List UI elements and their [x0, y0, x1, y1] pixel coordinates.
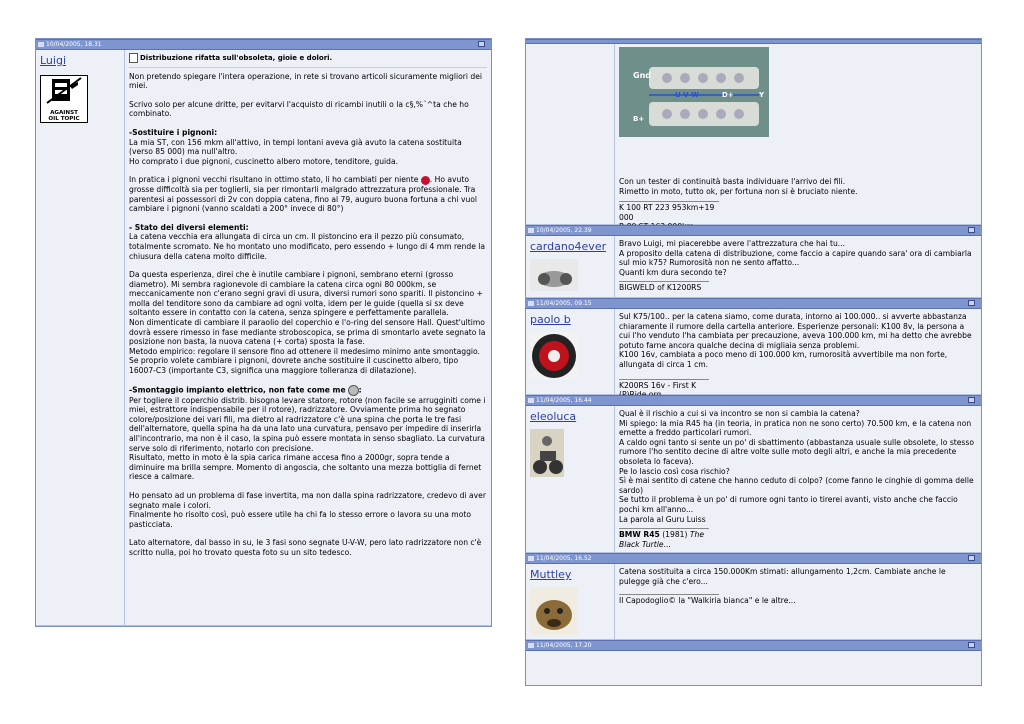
- label-uvw: U V W: [675, 91, 699, 99]
- post-date: 11/04/2005, 09.15: [536, 300, 592, 307]
- post: [36, 50, 491, 626]
- heading-colon: :: [358, 385, 362, 395]
- signature: BIGWELD of K1200RS: [619, 281, 709, 293]
- author-name-link[interactable]: paolo b: [530, 313, 571, 326]
- post-date: 10/04/2005, 18.31: [46, 41, 102, 48]
- signature-italic: The Black Turtle: [619, 530, 704, 549]
- post-link-icon[interactable]: [968, 555, 975, 561]
- post-body: [615, 309, 981, 394]
- post-link-icon[interactable]: [968, 642, 975, 648]
- paragraph: Per togliere il coperchio distrib. bisogna levare statore, rotore (non facile se arrugginiti come i miei, estrattore indispensabile per il rotore), radrizzatore. Ovviamente prima ho segnato colore/posizione dei vari fili, ma dietro al radrizzatore c'è una spina che porta le tre fasi dell'alternatore, quella spina ha da una lato una curvatura, pensavo per impedire di inserirla all'incontrario, ma non è il caso, la spina può essere montata in senso sbagliato. La curvatura serve solo di riferimento, notarlo con precisione. Risultato, metto in moto è la spia carica rimane accesa fino a 2000gr, sopra tende a diminuire ma brilla sempre. Momento di angoscia, che soltanto una mezza bottiglia di fernet riesce a calmare.: [129, 395, 486, 482]
- post-body: [125, 50, 491, 625]
- post-header-bar: [526, 298, 981, 309]
- paragraph-text: . Ho avuto grosse difficoltà sia per toglierli, sia per rimontarli malgrado attrezzatura professionale. Tra parentesi ai possessori di 2v con doppia catena, fino al 79, auguro buona fortuna a chi vuol cambiare i pignoni (vanno scaldati a 200° invece di 80°): [129, 175, 478, 214]
- paragraph-text: In pratica i pignoni vecchi risultano in ottimo stato, li ho cambiati per niente: [129, 175, 419, 185]
- author-name-link[interactable]: Luigi: [40, 54, 67, 67]
- angry-smiley-icon: [421, 176, 430, 185]
- post-icon: [528, 398, 534, 403]
- signature: K 100 RT 223 953km+19 000: [619, 201, 719, 232]
- section: [129, 385, 487, 396]
- post-date: 11/04/2005, 16.52: [536, 555, 592, 562]
- post-author-cell: [36, 50, 125, 625]
- left-thread-panel: [35, 38, 492, 627]
- post-header-bar: [526, 395, 981, 406]
- author-name-link[interactable]: eleoluca: [530, 410, 577, 423]
- post-header-bar: [526, 225, 981, 236]
- author-name-link[interactable]: Muttley: [530, 568, 572, 581]
- signature-text: (1981): [659, 530, 690, 540]
- post-continuation: [526, 44, 981, 225]
- label-y: Y: [759, 91, 765, 99]
- post-header-bar: [526, 553, 981, 564]
- wiring-photo: [619, 47, 769, 137]
- post-body: [615, 44, 981, 224]
- post-date: 11/04/2005, 17.20: [536, 642, 592, 649]
- signature-text: ...: [663, 539, 671, 549]
- post-icon: [528, 228, 534, 233]
- post-icon: [528, 556, 534, 561]
- post-text: Catena sostituita a circa 150.000Km stimati: allungamento 1,2cm. Cambiate anche le pulegge già che c'ero...: [619, 567, 946, 586]
- post-link-icon[interactable]: [968, 227, 975, 233]
- paragraph: Da questa esperienza, direi che è inutile cambiare i pignoni, sembrano eterni (grosso diametro). Mi sembra ragionevole di cambiare la catena circa ogni 80 000km, se meccanicamente non c'erano segni gravi di usura, diversi rumori sono spariti. Il pistoncino + molla del tenditore sono da cambiare ad ogni volta, idem per le guide (quella si sx deve soltanto essere in contatto con la catena, senza spingere e perfettamente parallela. Non dimenticate di cambiare il paraolio del coperchio e l'o-ring del sensore Hall. Quest'ultimo dovrà essere rimesso in fase mediante stroboscopica, se prima di smontarlo avete segnato la posizione non basta, la nuova catena (+ corta) sposta la fase. Metodo empirico: regolare il sensore fino ad ottenere il medesimo minimo ante smontaggio. Se proprio volete cambiare i pignoni, dovrete anche sostituire il cuscinetto albero, tipo 16007-C3 (importante C3, significa una maggiore tolleranza di dilatazione).: [129, 270, 486, 376]
- post-header-bar: [36, 39, 491, 50]
- author-name-link[interactable]: cardano4ever: [530, 240, 607, 253]
- post-text: Sul K75/100.. per la catena siamo, come durata, intorno ai 100.000.. si avverte abbastanza chiaramente il rumore della cartella anteriore. Esperienze personali: K100 8v, la persona a cui l'ho venduto l'ha cambiata per precauzione, aveva 100.000 km, mi ha detto che avrebbe potuto farne ancora qualche decina di migliaia senza problemi. K100 16v, cambiata a poco meno di 100.000 km, rumorosità avvertibile ma non forte, allungata di circa 1 cm.: [619, 312, 972, 369]
- post: [526, 406, 981, 553]
- post-author-cell: [526, 406, 615, 552]
- paragraph: Scrivo solo per alcune dritte, per evitarvi l'acquisto di ricambi inutili o la c§,%¨^ta che ho combinato.: [129, 99, 469, 119]
- post-body: [615, 406, 981, 552]
- document-icon: [129, 53, 138, 63]
- avatar: [530, 587, 578, 635]
- paragraph: La mia ST, con 156 mkm all'attivo, in tempi lontani aveva già avuto la catena sostituita (verso 85 000) ma null'altro. Ho comprato i due pignoni, cuscinetto albero motore, tenditore, guida.: [129, 137, 462, 166]
- post-icon: [528, 643, 534, 648]
- post-icon: [38, 42, 44, 47]
- section-heading: -Smontaggio impianto elettrico, non fate come me: [129, 385, 346, 395]
- post: [526, 309, 981, 395]
- post-body: [615, 564, 981, 639]
- paragraph: [129, 175, 487, 213]
- label-gnd: Gnd: [633, 71, 651, 80]
- avatar-caption-2: OIL TOPIC: [48, 116, 80, 122]
- section: [129, 223, 487, 233]
- post-link-icon[interactable]: [968, 397, 975, 403]
- paragraph: Non pretendo spiegare l'intera operazione, in rete si trovano articoli sicuramente migliori dei miei.: [129, 71, 482, 91]
- section-heading: -Sostituire i pignoni:: [129, 127, 218, 137]
- section: [129, 128, 487, 138]
- avatar: [40, 75, 88, 123]
- signature: K200RS 16v - First K: [619, 379, 709, 400]
- label-b: B+: [633, 115, 645, 123]
- avatar: [530, 259, 578, 291]
- avatar: [530, 332, 578, 380]
- right-thread-panel: [525, 38, 982, 686]
- signature: [619, 528, 709, 549]
- post-date: 10/04/2005, 22.39: [536, 227, 592, 234]
- post-icon: [528, 301, 534, 306]
- paragraph: Lato alternatore, dal basso in su, le 3 fasi sono segnate U-V-W, pero lato radrizzatore non c'è scritto nulla, poi ho trovato questa foto su un sito tedesco.: [129, 538, 482, 557]
- paragraph: Con un tester di continuità basta individuare l'arrivo dei fili. Rimetto in moto, tutto ok, per fortuna non si è bruciato niente.: [619, 177, 858, 196]
- avatar: [530, 429, 564, 477]
- post-subject: [129, 53, 487, 68]
- post-author-cell: [526, 309, 615, 394]
- dizzy-smiley-icon: [348, 385, 359, 396]
- post: [526, 564, 981, 640]
- post-text: Bravo Luigi, mi piacerebbe avere l'attrezzatura che hai tu... A proposito della catena di distribuzione, come faccio a capire quando sara' ora di cambiarla sul mio k75? Rumorosità non ne sento affatto... Quanti km dura secondo te?: [619, 239, 972, 277]
- post-body: [615, 236, 981, 297]
- post-subject-text: Distribuzione rifatta sull'obsoleta, gioie e dolori.: [140, 54, 333, 62]
- post: [526, 236, 981, 298]
- label-d: D+: [722, 91, 734, 99]
- oil-can-icon: [41, 76, 87, 106]
- signature-bold: BMW R45: [619, 530, 660, 540]
- paragraph: Ho pensato ad un problema di fase invertita, ma non dalla spina radrizzatore, credevo di aver segnato male i colori. Finalmente ho risolto così, può essere utile ha chi fa lo stesso errore o lavora su una moto pasticciata.: [129, 490, 486, 529]
- post-link-icon[interactable]: [968, 300, 975, 306]
- section-heading: - Stato dei diversi elementi:: [129, 222, 249, 232]
- post-header-bar: [526, 640, 981, 651]
- paragraph: La catena vecchia era allungata di circa un cm. Il pistoncino era il pezzo più consumato, totalmente scromato. Ne ho montato uno modificato, pero essendo + lungo di 4 mm rende la chiusura della catena molto difficile.: [129, 232, 486, 261]
- signature: Il Capodoglio© la "Walkiria bianca" e le altre...: [619, 596, 796, 606]
- post-author-cell: [526, 44, 615, 224]
- post-link-icon[interactable]: [478, 41, 485, 47]
- post-author-cell: [526, 236, 615, 297]
- post-author-cell: [526, 564, 615, 639]
- post-date: 11/04/2005, 16.44: [536, 397, 592, 404]
- post-text: Qual è il rischio a cui si va incontro se non si cambia la catena? Mi spiego: la mia R45 ha (in teoria, in pratica non ne sono certo) 70.500 km, e la catena non emette a freddo particolari rumori. A caldo ogni tanto si sente un po' di sbattimento (abbastanza usuale sulle obsolete, lo stesso rumore l'ho sentito decine di altre volte sulle moto degli altri, e anche la mia precedente obsoleta lo faceva). Pe lo lascio così cosa rischio? Sì è mai sentito di catene che hanno ceduto di colpo? (come fanno le cinghie di gomma delle sardo) Se tutto il problema è un po' di rumore ogni tanto io tirerei avanti, visto anche che faccio pochi km all'anno... La parola al Guru Luiss: [619, 409, 974, 524]
- avatar-caption-1: AGAINST: [50, 110, 78, 116]
